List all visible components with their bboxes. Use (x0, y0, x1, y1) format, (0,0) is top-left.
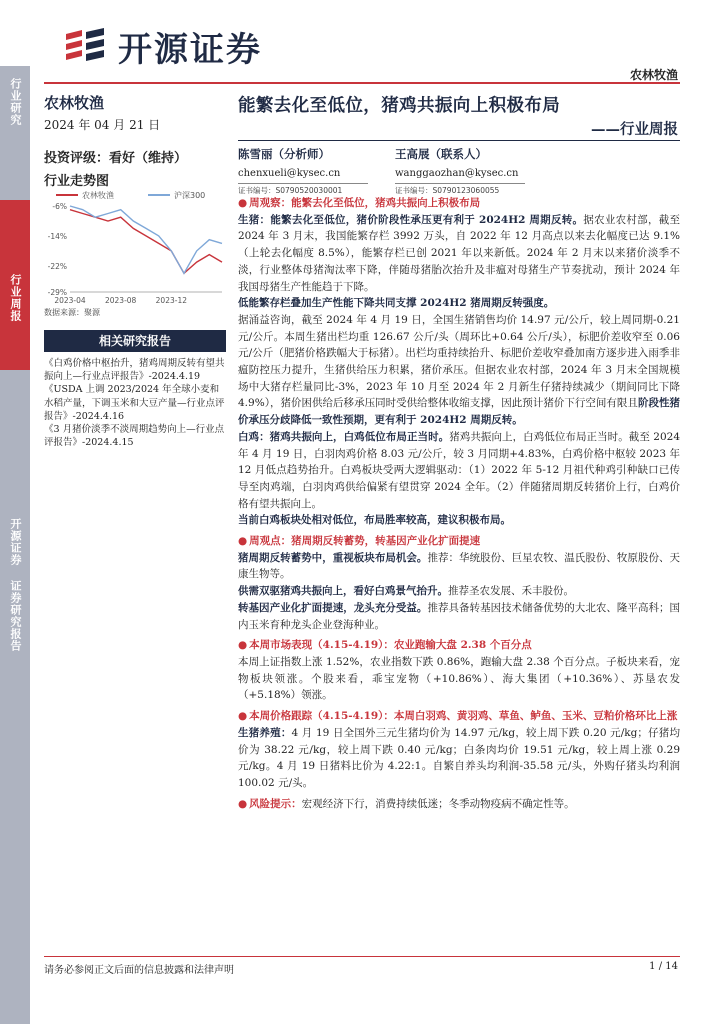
logo-text: 开源证券 (118, 30, 262, 70)
x-tick-label: 2023-08 (104, 296, 137, 305)
page-number: 1 / 14 (649, 961, 678, 972)
bullet-icon: ● (238, 535, 248, 548)
report-title: 能繁去化至低位，猪鸡共振向上积极布局 (238, 96, 561, 116)
series-line (70, 210, 222, 274)
section-heading-prices: ● 本周价格跟踪（4.15-4.19）：本周白羽鸡、黄羽鸡、草鱼、鲈鱼、玉米、豆粕价格环比上涨 (238, 710, 678, 723)
x-tick-label: 2023-04 (54, 296, 86, 305)
trend-chart-title: 行业走势图 (44, 174, 110, 189)
analyst-email[interactable]: chenxueli@kysec.cn (238, 168, 341, 179)
paragraph-view-broiler: 供需双驱猪鸡共振向上，看好白鸡景气抬升。推荐圣农发展、禾丰股份。 (238, 585, 574, 598)
report-date: 2024 年 04 月 21 日 (44, 118, 161, 132)
paragraph-hog: 生猪：能繁去化至低位，猪价阶段性承压更有利于 2024H2 周期反转。据农业农村部，截至 2024 年 3 月末，我国能繁存栏 3992 万头，自 2022 年 12 月高点以来去化幅度已达 9.1%（上轮去化幅度 8.5%），能繁存栏已创 2021 年以来新低。2024 年 2 月末以来猪价淡季不淡，行业整体母猪淘汰率下降，伴随母猪胎次抬升及非瘟对母猪生产节奏扰动，预计 2024 年我国母猪生产性能趋于下降。 (238, 213, 681, 293)
paragraph-hog-support: 低能繁存栏叠加生产性能下降共同支撑 2024H2 猪周期反转强度。 (238, 297, 555, 310)
related-reports-title: 相关研究报告 (44, 330, 226, 352)
paragraph-hog-detail: 据涌益咨询，截至 2024 年 4 月 19 日，全国生猪销售均价 14.97 元/公斤，较上周同期-0.21 元/公斤。本周生猪出栏均重 126.67 公斤/头（周环比+0.64 公斤/头），标肥价差收窄至 0.06 元/公斤（肥猪价格跌幅大于标猪）。出栏均重持续抬升、标肥价差收窄叠加南方逐步进入雨季非瘟防控压力提升，生猪供给压力积累，猪价承压。但据农业农村部，2024 年 3 月末全国规模场中大猪存栏量同比-3%，2023 年 10 月至 2024 年 2 月新生仔猪持续减少（期间同比下降 4.9%），猪价困供给后移承压同时受供给整体收缩支撑，因此预计猪价下行空间有限且阶段性猪价承压分歧降低一致性预期，更有利于 2024H2 周期反转。 (238, 313, 680, 427)
footer-disclaimer[interactable]: 请务必参阅正文后面的信息披露和法律声明 (44, 965, 234, 976)
analyst-name: 陈雪丽（分析师） (238, 147, 330, 161)
contact-license: 证书编号：S0790123060055 (395, 183, 525, 196)
trend-chart-svg (44, 188, 226, 306)
legend-label: 沪深300 (174, 191, 206, 200)
trend-chart (44, 188, 226, 306)
report-subtitle: ——行业周报 (591, 121, 678, 138)
section-heading-weekly-observation: ● 周观察：能繁去化至低位，猪鸡共振向上积极布局 (238, 197, 481, 209)
contact-card (395, 146, 525, 196)
related-report-link[interactable]: 《3 月猪价淡季不淡周期趋势向上—行业点评报告》-2024.4.15 (44, 424, 225, 449)
series-line (70, 206, 222, 273)
header-category: 农林牧渔 (629, 68, 678, 82)
paragraph-broiler-conclusion: 当前白鸡板块处相对低位，布局胜率较高，建议积极布局。 (238, 514, 511, 527)
header-divider (44, 82, 680, 84)
y-tick-label: -29% (47, 288, 67, 297)
bullet-icon: ● (238, 797, 248, 810)
x-tick-label: 2023-12 (155, 296, 188, 305)
related-report-link[interactable]: 《USDA 上调 2023/2024 年全球小麦和水稻产量，下调玉米和大豆产量—行业点评报告》-2024.4.16 (44, 384, 225, 422)
y-tick-label: -22% (47, 261, 67, 271)
contact-email[interactable]: wanggaozhan@kysec.cn (395, 168, 519, 179)
y-tick-label: -6% (52, 202, 67, 211)
bullet-icon: ● (238, 639, 248, 652)
section-heading-weekly-view: ● 周观点：猪周期反转蓄势，转基因产业化扩面提速 (238, 535, 481, 548)
left-info-panel (44, 92, 226, 189)
section-heading-market: ● 本周市场表现（4.15-4.19）：农业跑输大盘 2.38 个百分点 (238, 639, 532, 652)
related-reports-list (44, 357, 226, 449)
paragraph-market: 本周上证指数上涨 1.52%，农业指数下跌 0.86%，跑输大盘 2.38 个百分点。子板块来看，宠物板块领涨。个股来看，乖宝宠物（+10.86%）、海大集团（+10.36%）、苏垦农发（+5.18%）领涨。 (238, 655, 680, 702)
contact-name: 王高展（联系人） (395, 147, 487, 161)
chart-source: 数据来源：聚源 (44, 308, 100, 317)
bullet-icon: ● (238, 197, 248, 209)
legend-label: 农林牧渔 (82, 191, 114, 200)
side-tab-kysec-report: 开源证券 证券研究报告 (0, 370, 30, 1024)
paragraph-view-gmo: 转基因产业化扩面提速，龙头充分受益。推荐具备转基因技术储备优势的大北农、隆平高科；国内玉米育种龙头企业登海种业。 (238, 601, 681, 631)
paragraph-prices: 生猪养殖：4 月 19 日全国外三元生猪均价为 14.97 元/kg，较上周下跌 0.20 元/kg；仔猪均价为 38.22 元/kg，较上周下跌 0.40 元/kg；白条肉均价 19.51 元/kg，较上周上涨 0.29 元/kg。4 月 19 日猪料比价为 4.22:1。自繁自养头均利润-35.58 元/头，外购仔猪头均利润 100.02 元/头。 (238, 726, 680, 789)
y-tick-label: -14% (47, 231, 67, 241)
paragraph-view-hog: 猪周期反转蓄势中，重视板块布局机会。推荐：华统股份、巨星农牧、温氏股份、牧原股份、天康生物等。 (238, 551, 681, 581)
analyst-card (238, 146, 368, 196)
sector-name: 农林牧渔 (44, 94, 105, 112)
logo-mark-icon (64, 28, 108, 66)
footer-divider (44, 956, 680, 957)
paragraph-risk: ● 风险提示：宏观经济下行，消费持续低迷；冬季动物疫病不确定性等。 (238, 797, 575, 810)
analyst-license: 证书编号：S0790520030001 (238, 183, 368, 196)
related-report-link[interactable]: 《白鸡价格中枢抬升，猪鸡周期反转有望共振向上—行业点评报告》-2024.4.19 (44, 358, 225, 383)
side-tab-industry-research: 行业研究 (0, 66, 30, 200)
company-logo (64, 22, 262, 71)
side-tab-industry-weekly: 行业周报 (0, 200, 30, 370)
title-divider (238, 140, 680, 141)
investment-rating: 投资评级：看好（维持） (44, 151, 188, 166)
report-body (238, 195, 680, 812)
paragraph-broiler: 白鸡：猪鸡共振向上，白鸡低位布局正当时。猪鸡共振向上，白鸡低位布局正当时。截至 2024 年 4 月 19 日，白羽肉鸡价格 8.03 元/公斤，较 3 月同期+4.83%，白鸡价格中枢较 2023 年 12 月低点趋势抬升。白鸡板块受两大逻辑驱动：（1）2022 年 5-12 月祖代种鸡引种缺口已传导至肉鸡端，白羽肉鸡供给偏紧有望贯穿 2024 全年。（2）伴随猪周期反转猪价上行，白鸡价格有望共振向上。 (238, 430, 680, 510)
bullet-icon: ● (238, 710, 248, 723)
